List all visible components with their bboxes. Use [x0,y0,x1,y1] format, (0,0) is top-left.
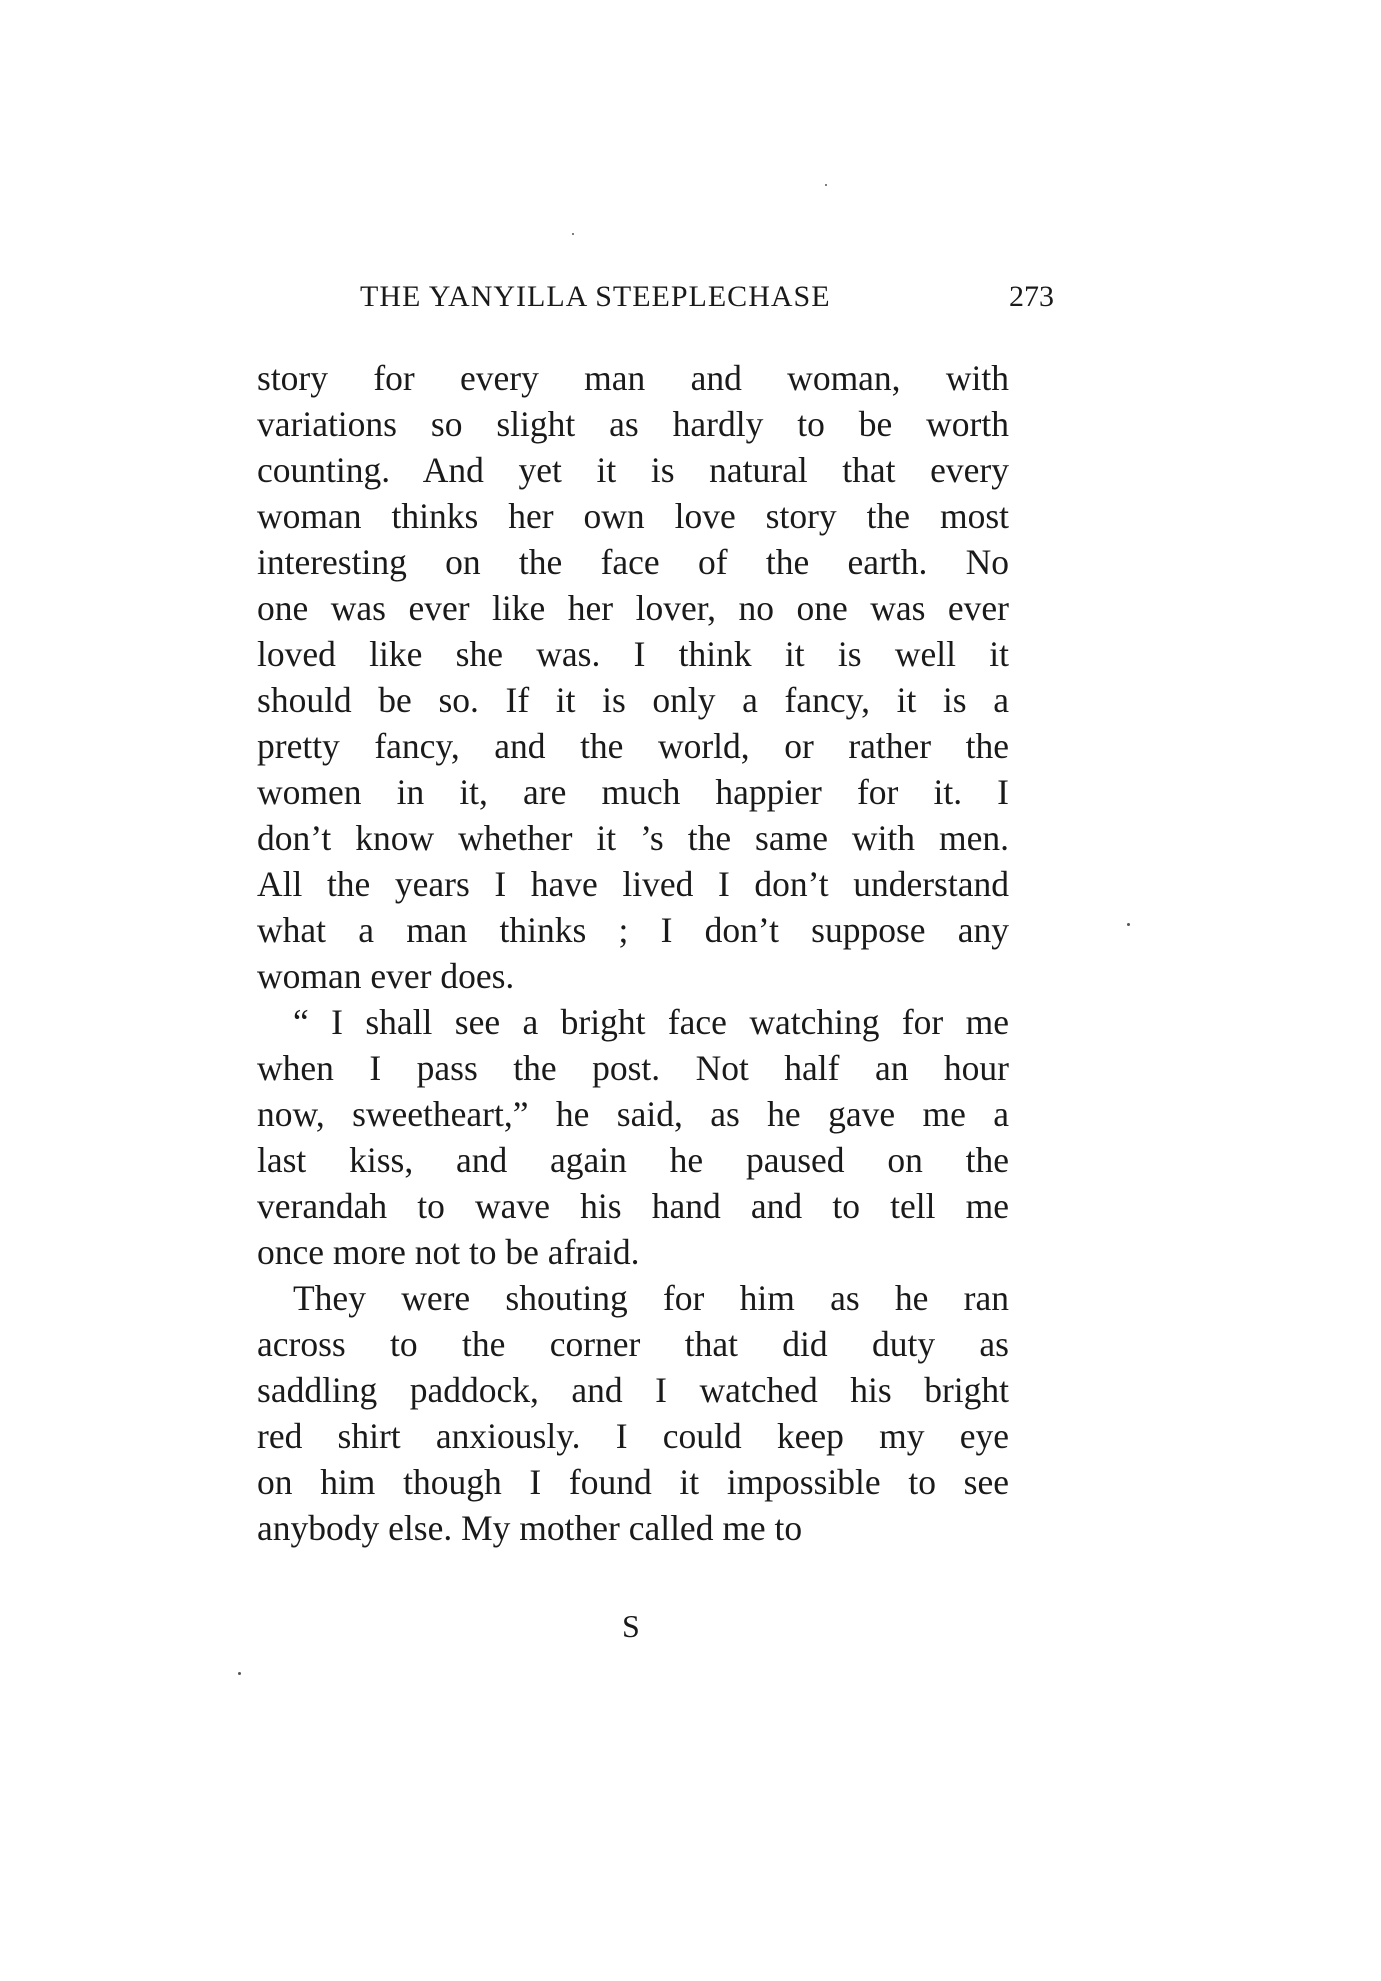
text-line: saddling paddock, and I watched his bright [257,1370,1009,1410]
text-line: once more not to be afraid. [257,1232,640,1272]
text-line: red shirt anxiously. I could keep my eye [257,1416,1009,1456]
paragraph [257,1275,1009,1551]
text-line: anybody else. My mother called me to [257,1508,803,1548]
ink-speck [238,1672,241,1675]
running-head-title: THE YANYILLA STEEPLECHASE [360,280,831,313]
text-line: pretty fancy, and the world, or rather the [257,726,1009,766]
text-line: verandah to wave his hand and to tell me [257,1186,1009,1226]
text-line: across to the corner that did duty as [257,1324,1009,1364]
ink-speck [1127,923,1130,926]
ink-speck [572,233,574,235]
text-line: woman ever does. [257,956,515,996]
text-line: They were shouting for him as he ran [293,1278,1009,1318]
signature-mark: S [622,1608,640,1644]
text-line: now, sweetheart,” he said, as he gave me a [257,1094,1009,1134]
page-number: 273 [1009,280,1054,313]
text-line: on him though I found it impossible to see [257,1462,1009,1502]
running-head [360,280,1054,320]
text-line: interesting on the face of the earth. No [257,542,1009,582]
text-line: story for every man and woman, with [257,358,1009,398]
text-line: one was ever like her lover, no one was ever [257,588,1009,628]
text-line: women in it, are much happier for it. I [257,772,1009,812]
text-line: All the years I have lived I don’t understand [257,864,1009,904]
text-line: when I pass the post. Not half an hour [257,1048,1009,1088]
text-line: what a man thinks ; I don’t suppose any [257,910,1009,950]
paragraph [257,999,1009,1275]
text-line: last kiss, and again he paused on the [257,1140,1009,1180]
text-line: don’t know whether it ’s the same with men. [257,818,1009,858]
text-line: “ I shall see a bright face watching for me [293,1002,1009,1042]
paragraph [257,355,1009,999]
text-line: woman thinks her own love story the most [257,496,1009,536]
text-line: should be so. If it is only a fancy, it is a [257,680,1009,720]
body-text [257,355,1009,1551]
ink-speck [825,184,827,186]
text-line: variations so slight as hardly to be worth [257,404,1009,444]
text-line: counting. And yet it is natural that every [257,450,1009,490]
text-line: loved like she was. I think it is well it [257,634,1009,674]
